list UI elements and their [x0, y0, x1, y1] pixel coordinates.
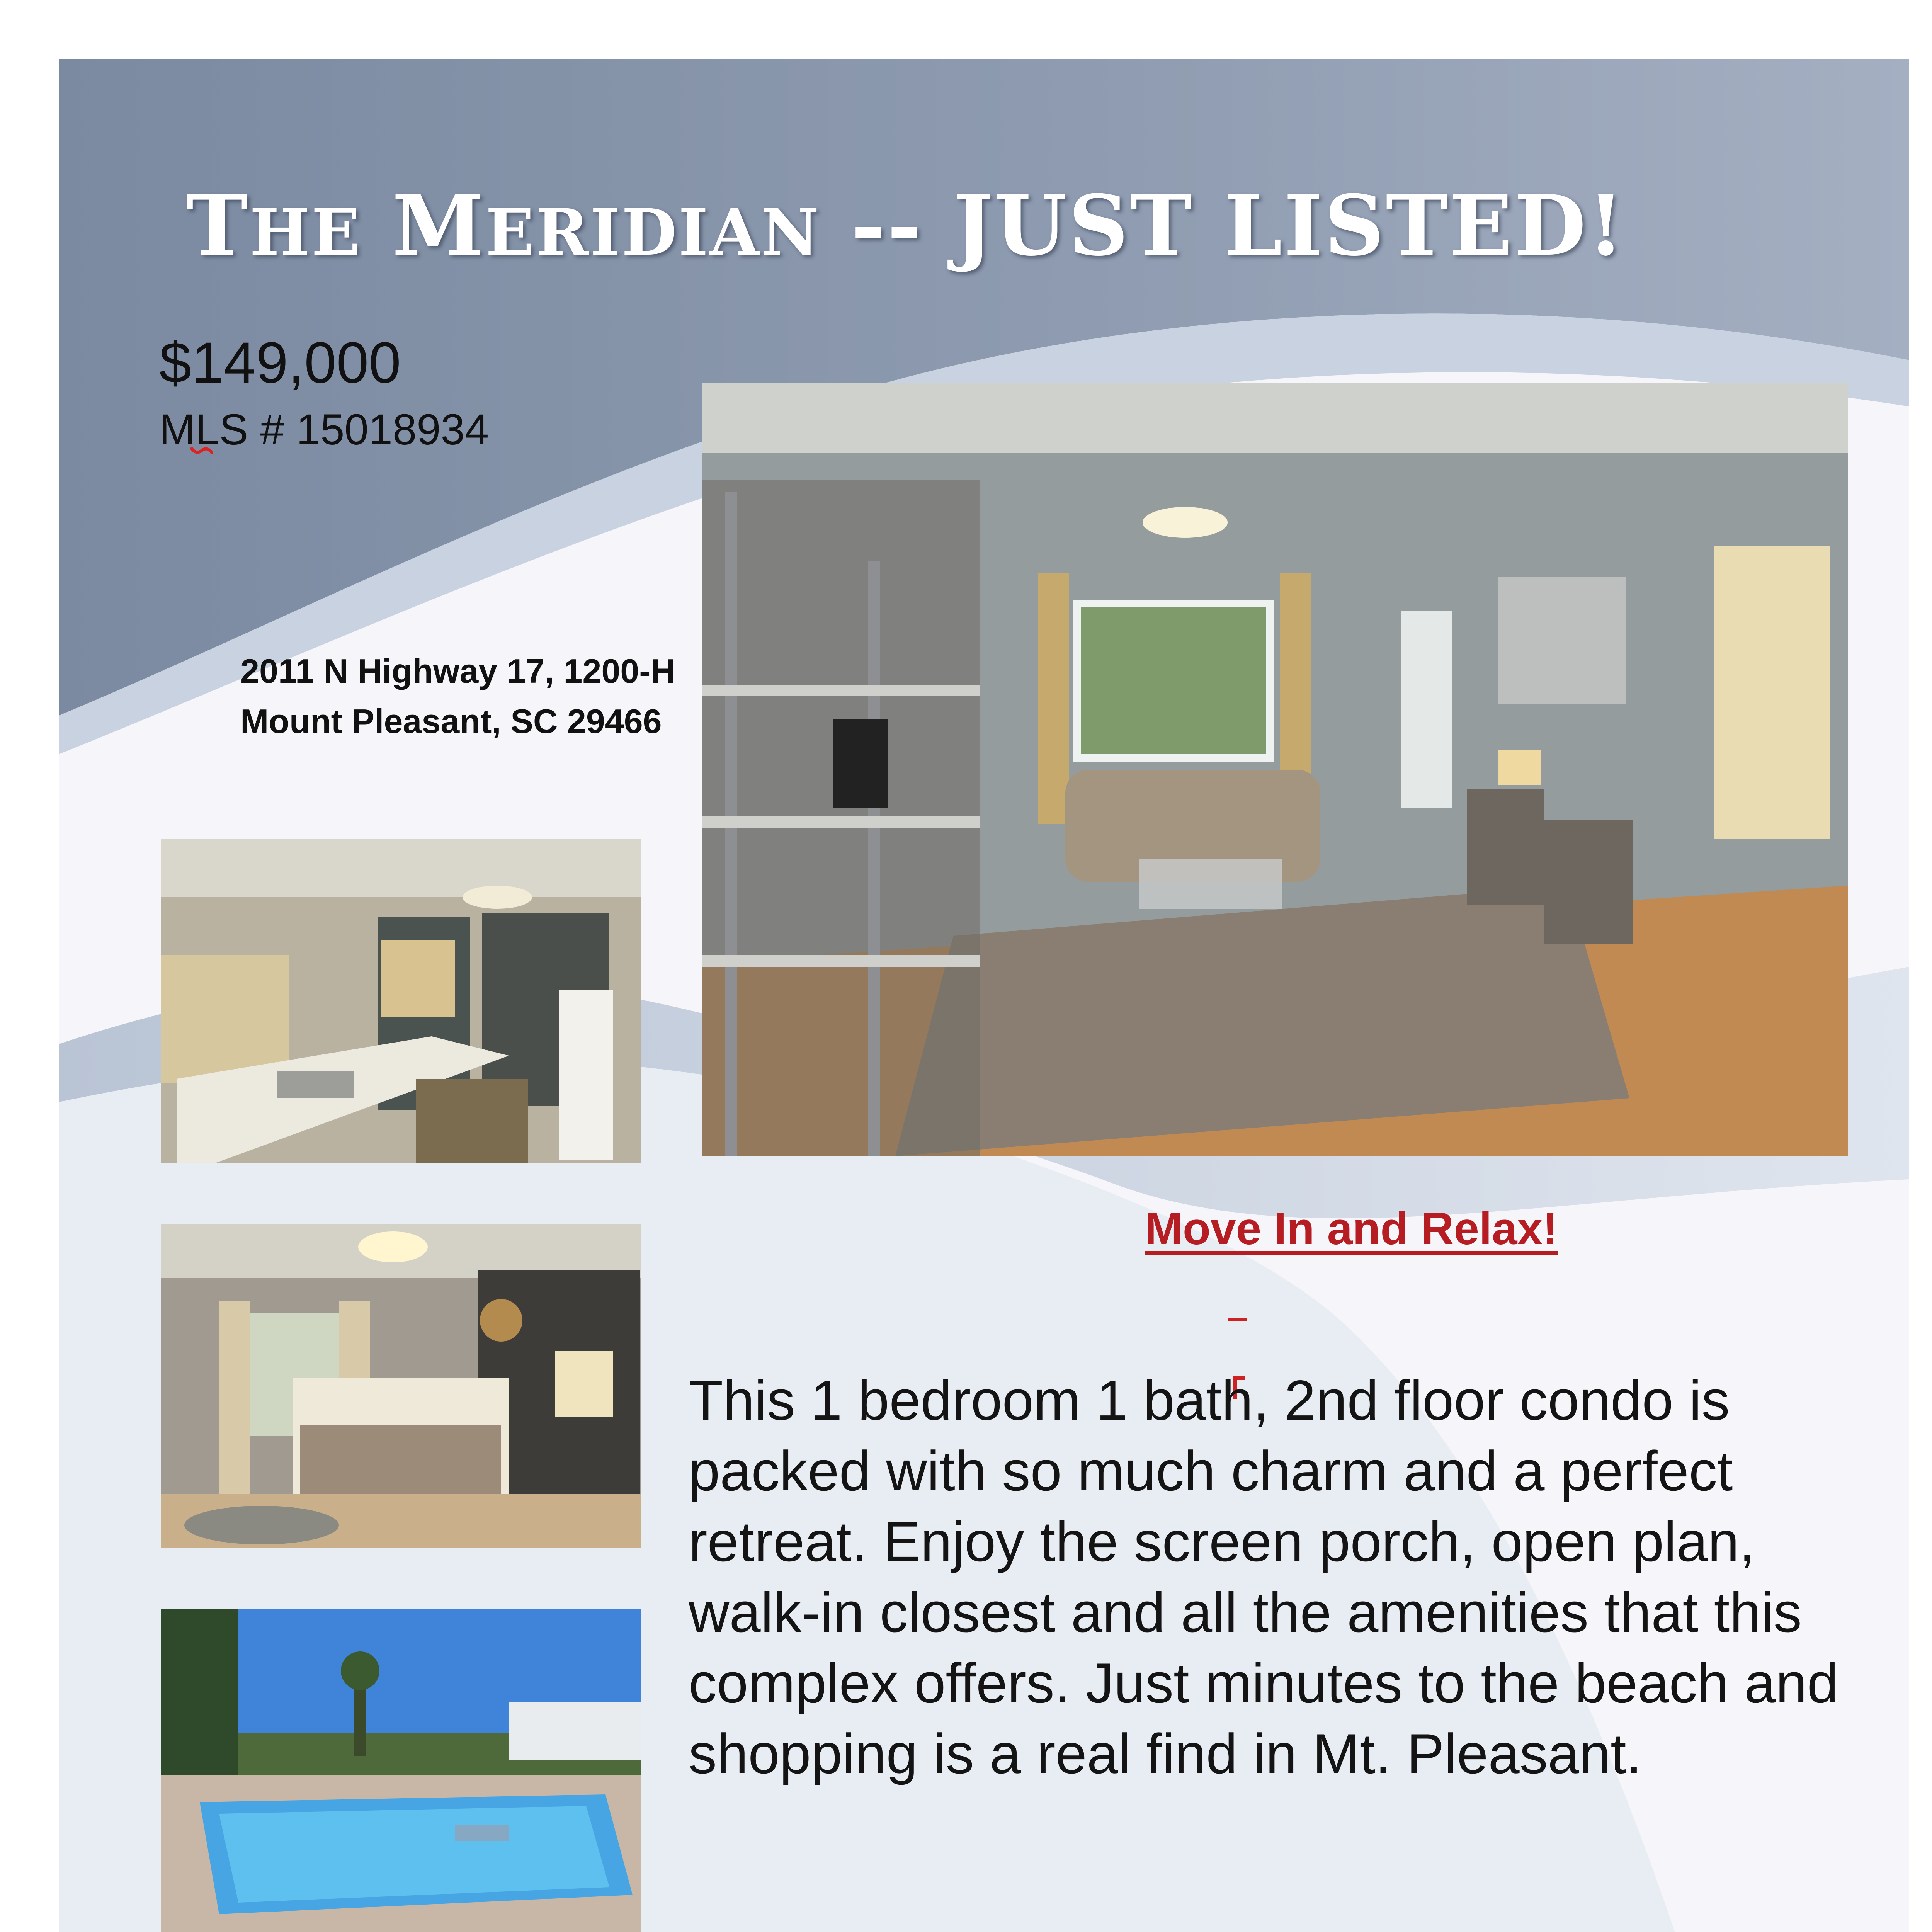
headline: Move In and Relax! [1145, 1203, 1558, 1254]
mls-number: MLS # 15018934 [159, 405, 489, 454]
address-line-1: 2011 N Highway 17, 1200-H [240, 652, 675, 690]
pool-photo [161, 1609, 641, 1932]
listing-price: $149,000 [159, 330, 401, 395]
flyer-title: THE MERIDIAN -- JUST LISTED! [186, 177, 1626, 274]
kitchen-photo [161, 839, 641, 1163]
address-line-2: Mount Pleasant, SC 29466 [240, 702, 662, 740]
property-description: This 1 bedroom 1 bath, 2nd floor condo is packed with so much charm and a perfect retreat. Enjoy the screen porch, open plan, walk-in closest and all the amenities that this complex offers. Just minutes to the beach and shopping is a real find in Mt. Pleasant. [689, 1369, 1838, 1785]
bedroom-photo [161, 1224, 641, 1548]
flyer-sheet [59, 59, 1909, 1932]
stray-mark [1228, 1318, 1247, 1321]
spellcheck-mark [190, 445, 213, 456]
living-room-photo [702, 383, 1848, 1156]
property-address [240, 646, 704, 747]
